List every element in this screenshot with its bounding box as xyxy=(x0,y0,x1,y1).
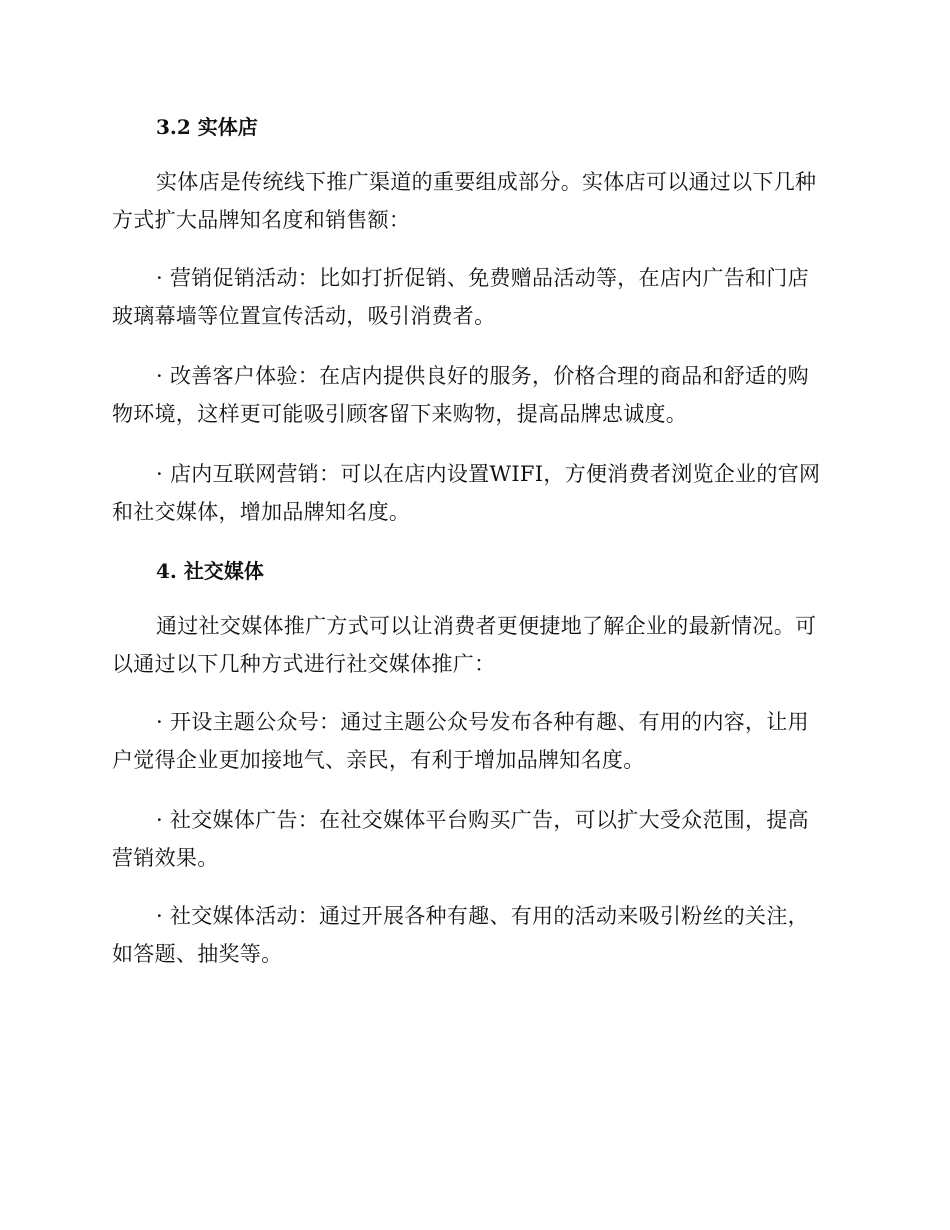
bullet-item: · 社交媒体活动：通过开展各种有趣、有用的活动来吸引粉丝的关注，如答题、抽奖等。 xyxy=(112,904,809,966)
bullet-item: · 改善客户体验：在店内提供良好的服务，价格合理的商品和舒适的购物环境，这样更可能吸引顾客留下来购物，提高品牌忠诚度。 xyxy=(112,364,809,426)
section-heading: 3.2 实体店 xyxy=(156,115,258,139)
bullet-item: · 社交媒体广告：在社交媒体平台购买广告，可以扩大受众范围，提高营销效果。 xyxy=(112,808,809,870)
section-intro: 实体店是传统线下推广渠道的重要组成部分。实体店可以通过以下几种方式扩大品牌知名度和销售额： xyxy=(112,170,817,232)
bullet-item: · 开设主题公众号：通过主题公众号发布各种有趣、有用的内容，让用户觉得企业更加接地气、亲民，有利于增加品牌知名度。 xyxy=(112,710,809,772)
section-intro: 通过社交媒体推广方式可以让消费者更便捷地了解企业的最新情况。可以通过以下几种方式进行社交媒体推广： xyxy=(112,614,817,676)
bullet-item: · 店内互联网营销：可以在店内设置WIFI，方便消费者浏览企业的官网和社交媒体，增加品牌知名度。 xyxy=(112,462,821,524)
section-heading: 4. 社交媒体 xyxy=(156,559,264,583)
bullet-item: · 营销促销活动：比如打折促销、免费赠品活动等，在店内广告和门店玻璃幕墙等位置宣传活动，吸引消费者。 xyxy=(112,266,809,328)
